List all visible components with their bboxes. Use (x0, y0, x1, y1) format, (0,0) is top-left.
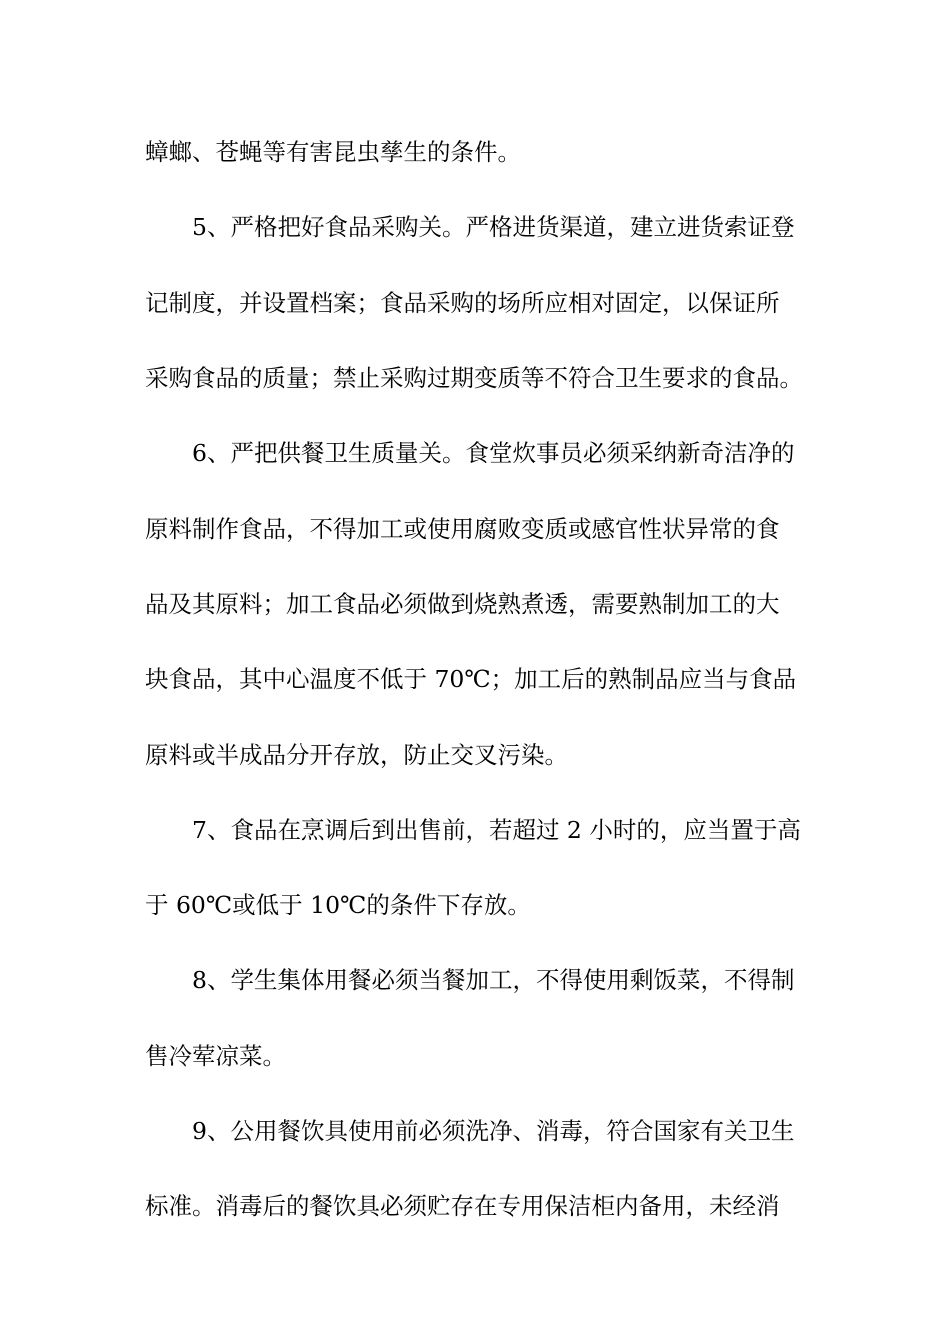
text-line-9: 原料或半成品分开存放，防止交叉污染。 (145, 741, 568, 769)
text-line-13: 售冷荤凉菜。 (145, 1042, 286, 1070)
text-line-6: 原料制作食品，不得加工或使用腐败变质或感官性状异常的食 (145, 515, 780, 543)
text-line-11: 于 60℃或低于 10℃的条件下存放。 (145, 891, 531, 919)
text-line-3: 记制度，并设置档案；食品采购的场所应相对固定，以保证所 (145, 289, 780, 317)
text-line-10: 7、食品在烹调后到出售前，若超过 2 小时的，应当置于高 (192, 816, 801, 844)
text-line-15: 标准。消毒后的餐饮具必须贮存在专用保洁柜内备用，未经消 (145, 1192, 780, 1220)
text-line-5: 6、严把供餐卫生质量关。食堂炊事员必须采纳新奇洁净的 (192, 439, 795, 467)
text-line-1: 蟑螂、苍蝇等有害昆虫孳生的条件。 (145, 138, 521, 166)
text-line-14: 9、公用餐饮具使用前必须洗净、消毒，符合国家有关卫生 (192, 1117, 795, 1145)
text-line-4: 采购食品的质量；禁止采购过期变质等不符合卫生要求的食品。 (145, 364, 803, 392)
text-line-2: 5、严格把好食品采购关。严格进货渠道，建立进货索证登 (192, 213, 795, 241)
text-line-7: 品及其原料；加工食品必须做到烧熟煮透，需要熟制加工的大 (145, 590, 780, 618)
text-line-8: 块食品，其中心温度不低于 70℃；加工后的熟制品应当与食品 (145, 665, 797, 693)
text-line-12: 8、学生集体用餐必须当餐加工，不得使用剩饭菜，不得制 (192, 966, 795, 994)
